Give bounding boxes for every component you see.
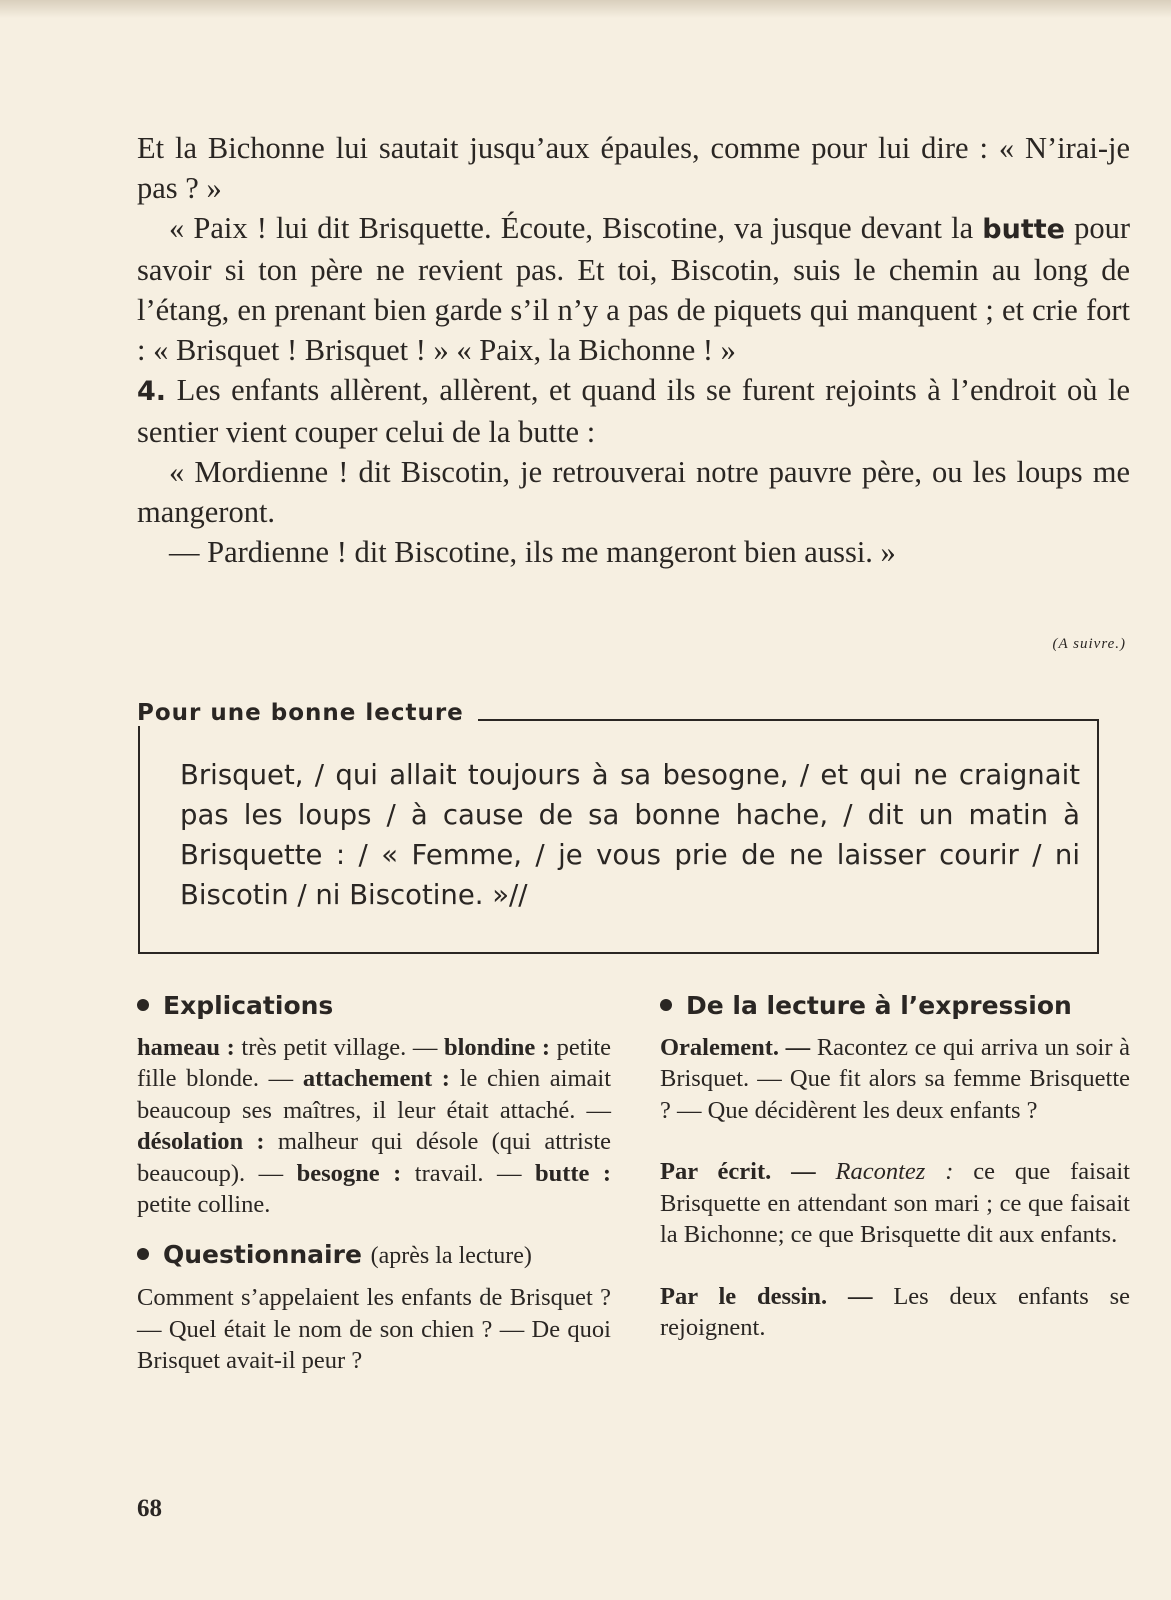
expl-term: hameau :	[137, 1033, 235, 1061]
expl-term: butte :	[534, 1159, 612, 1187]
bonne-lecture-title: Pour une bonne lecture	[137, 700, 478, 726]
section-number: 4.	[137, 376, 167, 407]
oralement-body: Racontez ce qui arriva un soir à Brisquet. — Que fit alors sa femme Brisquette ? — Que décidèrent les deux enfants ?	[660, 1033, 1130, 1124]
story-paragraph-2	[137, 208, 1130, 370]
bullet-icon	[137, 999, 149, 1011]
explications-text	[137, 1032, 611, 1221]
par-le-dessin-label: Par le dessin. —	[660, 1282, 873, 1310]
expl-term: blondine :	[443, 1033, 550, 1061]
expl-term: attachement :	[302, 1065, 450, 1092]
par-ecrit-label: Par écrit. —	[660, 1158, 816, 1185]
questionnaire-subheading: (après la lecture)	[370, 1242, 532, 1269]
questionnaire-text: Comment s’appelaient les enfants de Brisquet ? — Quel était le nom de son chien ? — De quoi Brisquet avait-il peur ?	[137, 1284, 611, 1374]
expl-term: désolation :	[137, 1128, 265, 1155]
expl-def: petite colline.	[137, 1191, 271, 1218]
oralement-text	[660, 1032, 1130, 1127]
vocab-word-butte: butte	[982, 214, 1065, 245]
page-top-shadow	[0, 0, 1171, 18]
questionnaire-heading-label: Questionnaire	[163, 1239, 362, 1269]
oralement-label: Oralement. —	[660, 1033, 811, 1061]
questionnaire-heading	[137, 1239, 611, 1273]
expression-heading	[660, 990, 1130, 1022]
expl-def: malheur qui désole (qui attriste beaucoup). —	[137, 1128, 612, 1187]
par-le-dessin-body: Les deux enfants se rejoignent.	[660, 1282, 1131, 1341]
par-le-dessin-text	[660, 1281, 1130, 1344]
expl-def: travail. —	[414, 1159, 522, 1187]
par-ecrit-italic: Racontez :	[835, 1158, 954, 1185]
story-p2-end: pour savoir si ton père ne revient pas. Et toi, Biscotin, suis le chemin au long de l’étang, en prenant bien garde s’il n’y a pas de piquets qui manquent ; et crie fort : « Brisquet ! Brisquet ! » « Paix, la Bichonne ! »	[137, 211, 1131, 367]
right-column	[660, 990, 1130, 1344]
story-paragraph-1: Et la Bichonne lui sautait jusqu’aux épaules, comme pour lui dire : « N’irai-je pas ? »	[137, 131, 1130, 205]
expression-heading-label: De la lecture à l’expression	[686, 991, 1072, 1020]
left-column	[137, 990, 611, 1377]
a-suivre-note: (A suivre.)	[1052, 636, 1126, 652]
par-ecrit-body: ce que faisait Brisquette en attendant son mari ; ce que faisait la Bichonne; ce que Brisquette dit aux enfants.	[660, 1158, 1130, 1248]
par-ecrit-text	[660, 1156, 1130, 1251]
story-paragraph-3	[137, 370, 1130, 452]
expl-def: petite fille blonde. —	[137, 1033, 611, 1092]
explications-heading	[137, 990, 611, 1022]
story-p2-start: « Paix ! lui dit Brisquette. Écoute, Biscotine, va jusque devant la	[169, 211, 974, 245]
bullet-icon	[660, 999, 672, 1011]
bonne-lecture-text: Brisquet, / qui allait toujours à sa besogne, / et qui ne craignait pas les loups / à cause de sa bonne hache, / dit un matin à Brisquette : / « Femme, / je vous prie de ne laisser courir / ni Biscotin / ni Biscotine. »//	[180, 759, 1080, 911]
expl-def: le chien aimait beaucoup ses maîtres, il leur était attaché. —	[137, 1065, 612, 1124]
story-paragraph-5: — Pardienne ! dit Biscotine, ils me mangeront bien aussi. »	[169, 535, 896, 569]
story-text	[137, 128, 1130, 572]
story-p3-text: Les enfants allèrent, allèrent, et quand ils se furent rejoints à l’endroit où le sentier vient couper celui de la butte :	[137, 373, 1130, 449]
explications-heading-label: Explications	[163, 991, 334, 1020]
bullet-icon	[137, 1248, 149, 1260]
expl-def: très petit village. —	[241, 1033, 438, 1061]
expl-term: besogne :	[296, 1159, 402, 1187]
page-number: 68	[137, 1495, 162, 1522]
story-paragraph-4: « Mordienne ! dit Biscotin, je retrouverai notre pauvre père, ou les loups me mangeront.	[137, 455, 1130, 529]
